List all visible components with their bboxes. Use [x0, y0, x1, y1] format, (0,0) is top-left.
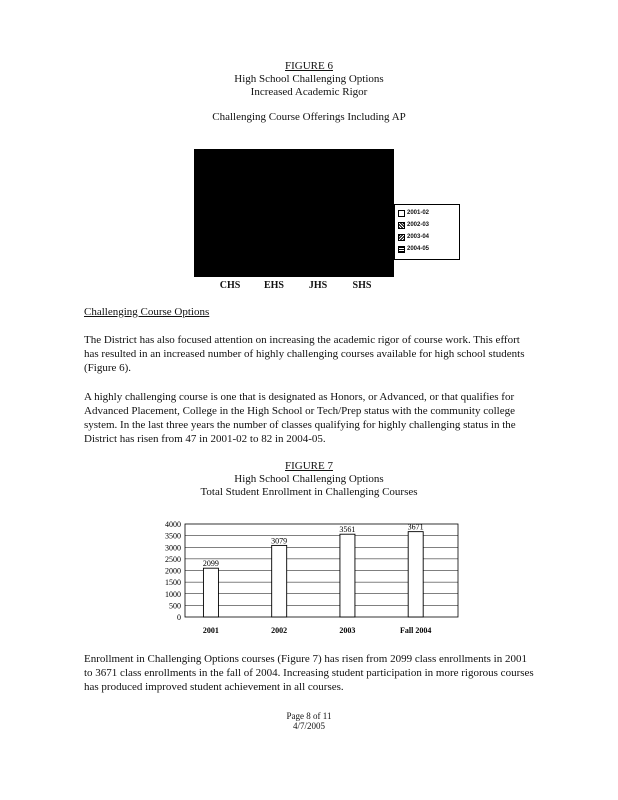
bar [203, 568, 218, 617]
figure6-category: JHS [308, 280, 328, 291]
data-label: 3671 [407, 522, 424, 532]
bar [272, 545, 287, 617]
legend-label: 2004-05 [407, 246, 430, 252]
paragraph: The District has also focused attention on increasing the academic rigor of course work. This effort has resulted in an increased number of highly challenging courses available for high school students (Figure 6). [84, 334, 525, 374]
figure6-legend [394, 204, 460, 260]
y-tick-label: 4000 [165, 520, 181, 529]
x-tick-label: 2001 [202, 626, 219, 635]
figure6-title: High School Challenging Options [234, 73, 384, 85]
legend-swatch [398, 246, 405, 253]
figure7-title2: Total Student Enrollment in Challenging Courses [200, 486, 418, 498]
paragraph: A highly challenging course is one that is designated as Honors, or Advanced, or that qualifies for Advanced Placement, College in the High School or Tech/Prep status with the community college system. In the last three years the number of classes qualifying for highly challenging status in the District has risen from 47 in 2001-02 to 82 in 2004-05. [84, 391, 516, 445]
figure7-title: High School Challenging Options [234, 473, 384, 485]
y-tick-label: 2000 [165, 566, 181, 576]
paragraph: Enrollment in Challenging Options courses (Figure 7) has risen from 2099 class enrollments in 2001 to 3671 class enrollments in the fall of 2004. Increasing student participation in more rigorous courses has produced improved student achievement in all courses. [84, 653, 534, 693]
data-label: 3561 [339, 525, 356, 535]
legend-item [398, 231, 456, 243]
y-tick-label: 1000 [165, 589, 181, 599]
figure6-subtitle: Challenging Course Offerings Including AP [212, 111, 406, 123]
x-tick-label: 2003 [339, 626, 356, 635]
y-tick-label: 1500 [165, 578, 181, 588]
page-date: 4/7/2005 [292, 721, 325, 731]
legend-item [398, 243, 456, 255]
legend-label: 2002-03 [407, 222, 430, 228]
figure7-chart [150, 518, 470, 640]
legend-item [398, 219, 456, 231]
y-tick-label: 0 [177, 613, 181, 622]
figure6-title2: Increased Academic Rigor [250, 86, 368, 98]
legend-label: 2001-02 [407, 210, 430, 216]
legend-label: 2003-04 [407, 234, 430, 240]
figure6-category: SHS [352, 280, 372, 291]
legend-item [398, 207, 456, 219]
figure7-label: FIGURE 7 [285, 460, 333, 472]
figure6-category: EHS [263, 280, 284, 291]
figure6-chart-area [194, 149, 394, 277]
bar [408, 532, 423, 617]
legend-swatch [398, 234, 405, 241]
bar [340, 534, 355, 617]
section-heading: Challenging Course Options [84, 306, 210, 318]
page-number: Page 8 of 11 [286, 711, 332, 721]
data-label: 2099 [202, 559, 219, 569]
legend-swatch [398, 222, 405, 229]
x-tick-label: Fall 2004 [400, 626, 432, 635]
legend-swatch [398, 210, 405, 217]
y-tick-label: 3500 [165, 531, 181, 541]
data-label: 3079 [271, 536, 288, 546]
y-tick-label: 3000 [165, 543, 181, 553]
y-tick-label: 2500 [165, 554, 181, 564]
figure6-category: CHS [219, 280, 241, 291]
y-tick-label: 500 [169, 601, 181, 611]
x-tick-label: 2002 [271, 626, 288, 635]
figure6-label: FIGURE 6 [285, 60, 333, 72]
